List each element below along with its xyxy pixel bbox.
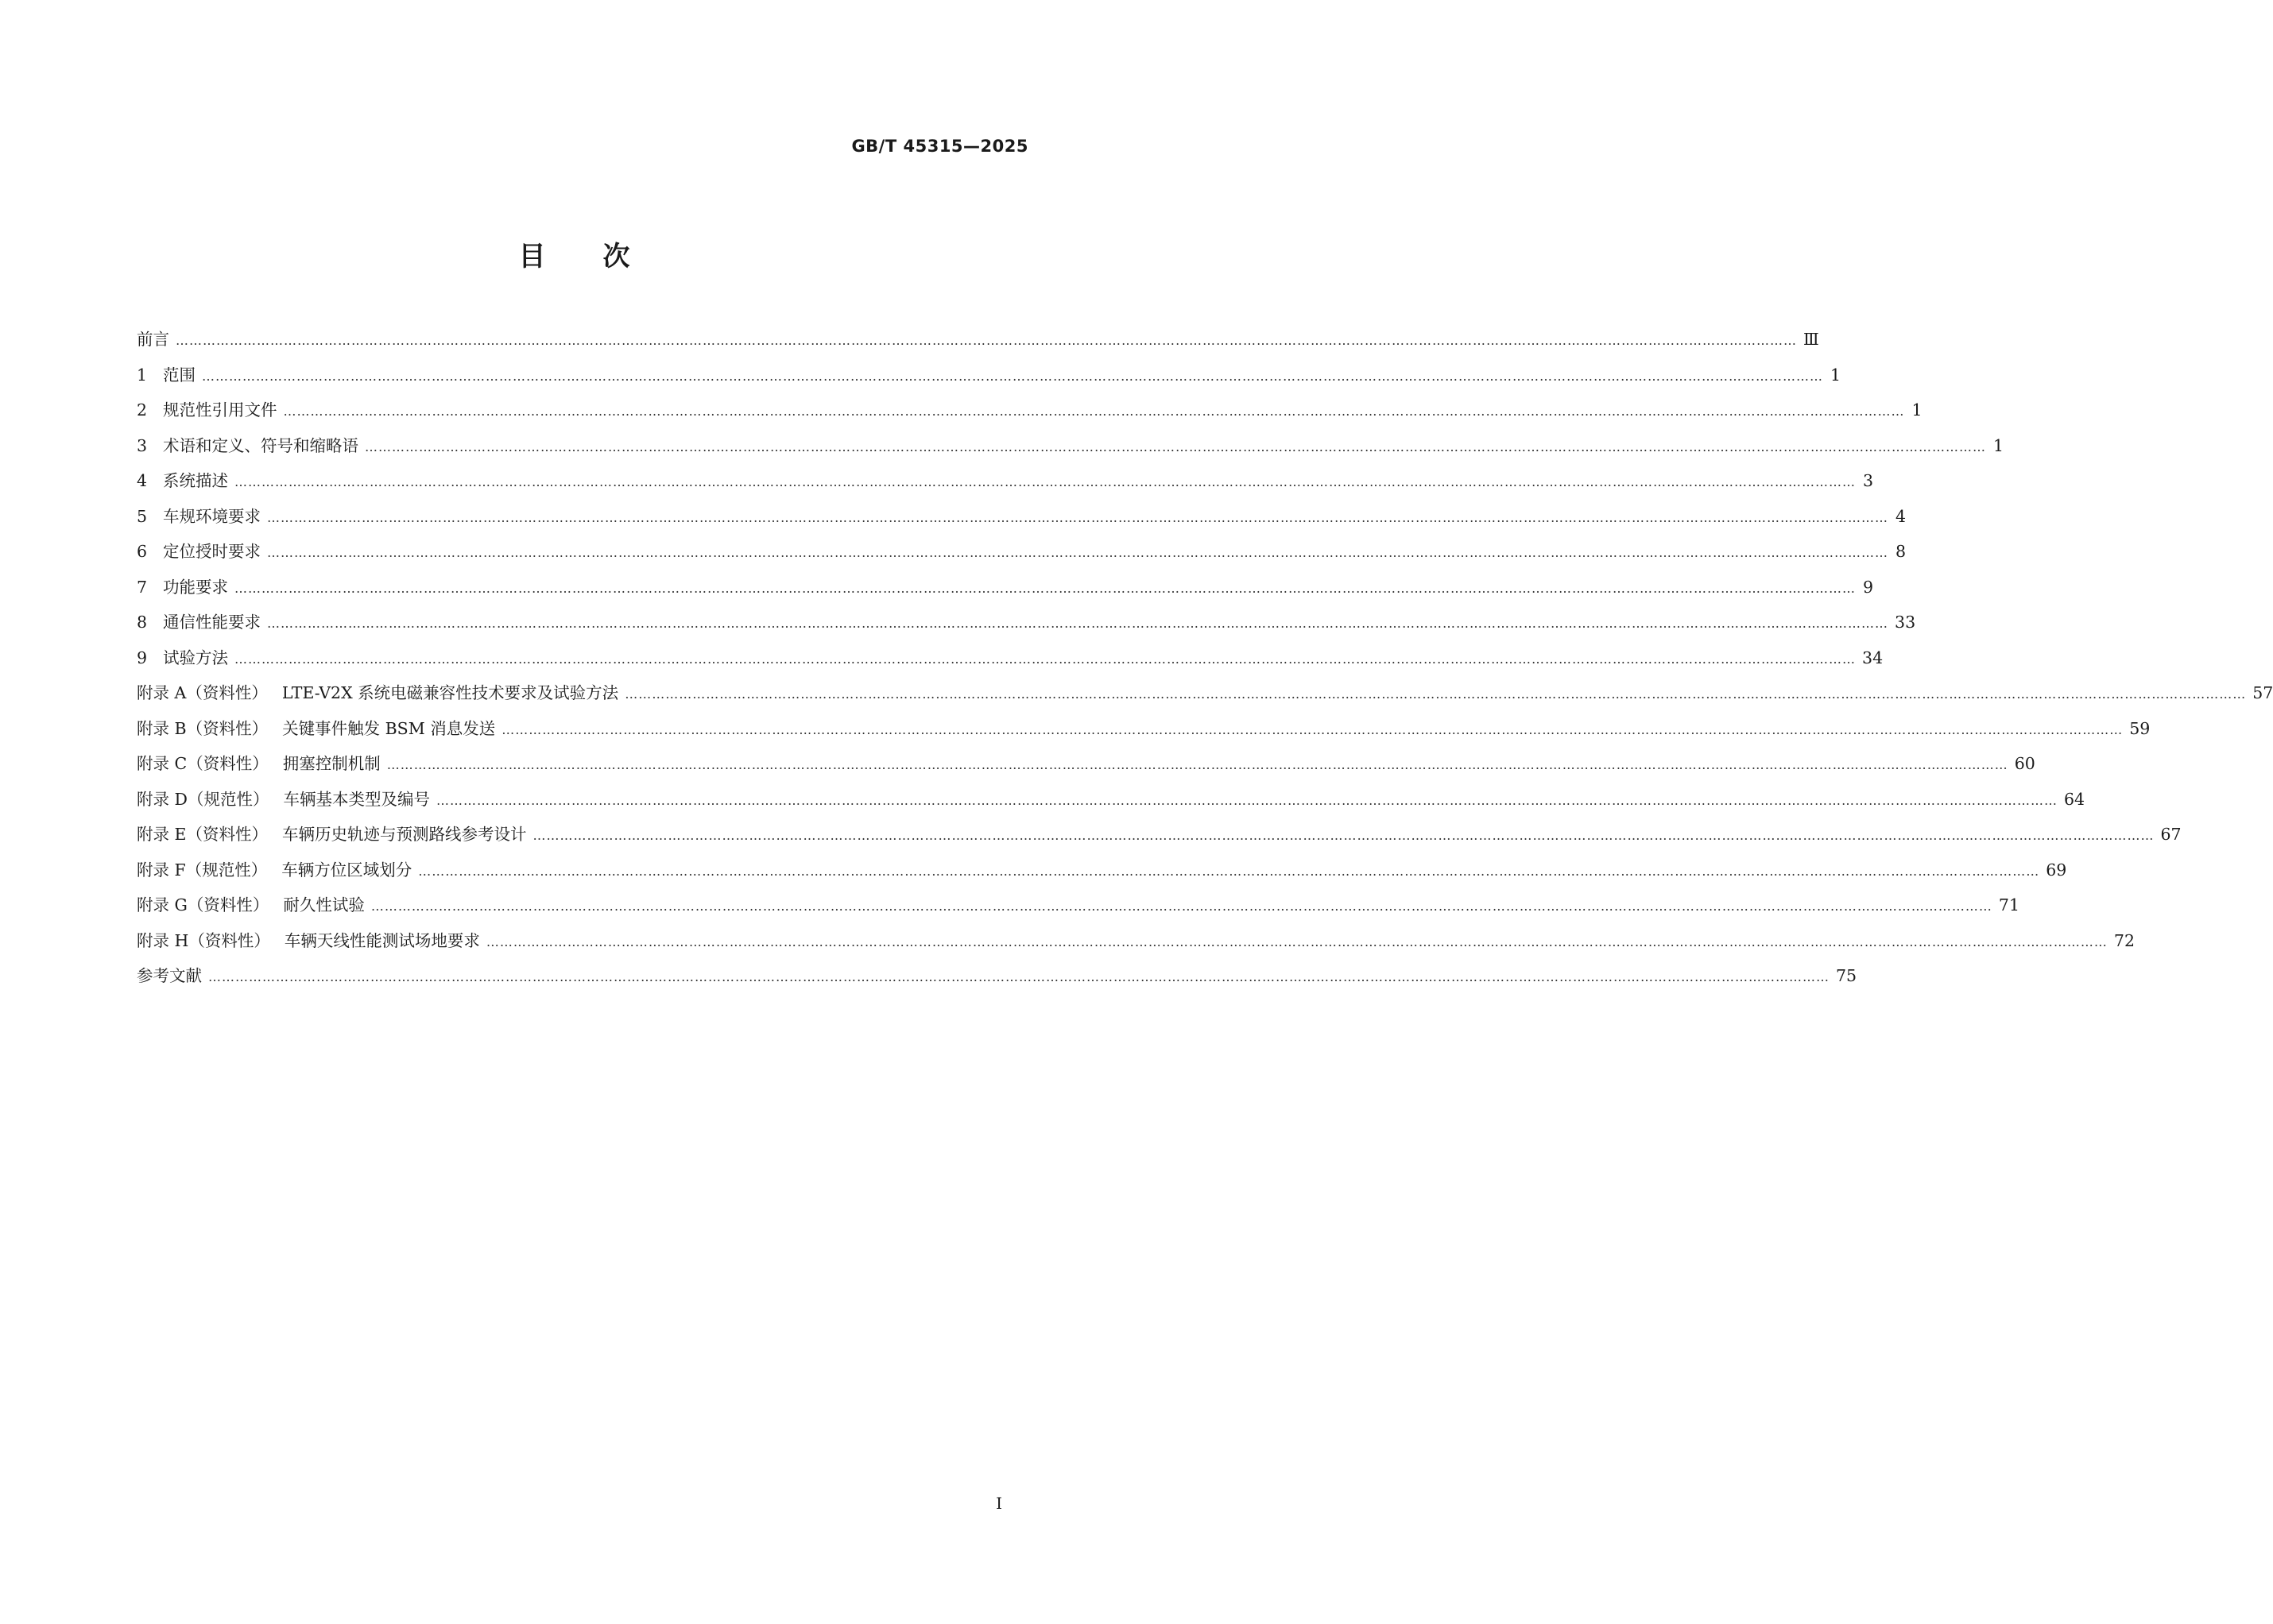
toc-leader-dots: ………………………………………………………………………………………………………………………………………………………………………………………………………………………………………………………………………………………………………………………………	[208, 969, 1830, 984]
standard-code: GB/T 45315—2025	[851, 137, 1028, 156]
toc-entry-page: 3	[1863, 471, 1874, 490]
toc-leader-dots: ………………………………………………………………………………………………………………………………………………………………………………………………………………………………………………………………………………………………………………………………	[436, 792, 2058, 808]
toc-entry-page: 4	[1895, 506, 1907, 526]
toc-entry-title: 附录 D（规范性）	[137, 789, 269, 809]
toc-entry[interactable]	[137, 396, 1923, 432]
toc-entry-title: 附录 B（资料性）	[137, 718, 269, 738]
toc-entry-label	[137, 750, 381, 774]
toc-leader-dots: ………………………………………………………………………………………………………………………………………………………………………………………………………………………………………………………………………………………………………………………………	[532, 828, 2155, 843]
toc-entry-title: 附录 E（资料性）	[137, 825, 268, 844]
toc-entry-subtitle: 车辆天线性能测试场地要求	[284, 930, 480, 950]
toc-entry-number: 7	[137, 577, 148, 597]
toc-entry[interactable]	[137, 467, 1874, 503]
toc-entry-page: 8	[1895, 542, 1907, 561]
toc-entry[interactable]	[137, 927, 2135, 963]
toc-entry-label	[137, 962, 202, 986]
toc-entry-title: 试验方法	[163, 648, 229, 667]
toc-entry-number: 3	[137, 435, 148, 455]
toc-list	[137, 326, 2273, 998]
toc-entry-label	[137, 396, 277, 420]
toc-entry-title: 附录 G（资料性）	[137, 895, 269, 914]
toc-entry-title: 系统描述	[163, 471, 229, 490]
toc-leader-dots: ………………………………………………………………………………………………………………………………………………………………………………………………………………………………………………………………………………………………………………………………	[418, 863, 2040, 879]
toc-entry[interactable]	[137, 786, 2085, 822]
toc-entry-title: 范围	[163, 365, 196, 385]
toc-entry-title: 车规环境要求	[163, 506, 261, 526]
toc-leader-dots: ………………………………………………………………………………………………………………………………………………………………………………………………………………………………………………………………………………………………………………………………	[625, 686, 2247, 702]
toc-entry-page: 72	[2113, 930, 2135, 950]
toc-entry[interactable]	[137, 362, 1841, 397]
toc-entry-page: 64	[2063, 789, 2085, 809]
toc-entry-page: 1	[1830, 365, 1841, 385]
toc-entry-subtitle: LTE-V2X 系统电磁兼容性技术要求及试验方法	[281, 683, 619, 702]
toc-leader-dots: ………………………………………………………………………………………………………………………………………………………………………………………………………………………………………………………………………………………………………………………………	[283, 404, 1905, 419]
toc-entry[interactable]	[137, 326, 1819, 362]
toc-entry-page: 34	[1862, 648, 1884, 667]
toc-entry-label	[137, 503, 261, 527]
toc-entry-label	[137, 432, 358, 456]
toc-entry-subtitle: 耐久性试验	[283, 895, 365, 914]
toc-entry-page: 33	[1895, 613, 1916, 632]
toc-entry-page: 1	[1911, 400, 1923, 420]
toc-leader-dots: ………………………………………………………………………………………………………………………………………………………………………………………………………………………………………………………………………………………………………………………………	[370, 899, 1992, 914]
toc-entry-label	[137, 856, 412, 880]
toc-leader-dots: ………………………………………………………………………………………………………………………………………………………………………………………………………………………………………………………………………………………………………………………………	[267, 545, 1889, 560]
toc-entry[interactable]	[137, 750, 2035, 786]
toc-entry-label	[137, 786, 430, 810]
toc-entry-page: 71	[1998, 895, 2019, 914]
toc-entry-page: 1	[1993, 435, 2004, 455]
toc-entry-label	[137, 679, 618, 703]
toc-entry-number: 8	[137, 613, 148, 632]
toc-leader-dots: ………………………………………………………………………………………………………………………………………………………………………………………………………………………………………………………………………………………………………………………………	[267, 616, 1889, 631]
toc-leader-dots: ………………………………………………………………………………………………………………………………………………………………………………………………………………………………………………………………………………………………………………………………	[486, 934, 2108, 949]
toc-entry-label	[137, 467, 228, 491]
toc-entry-title: 附录 H（资料性）	[137, 930, 270, 950]
toc-leader-dots: ………………………………………………………………………………………………………………………………………………………………………………………………………………………………………………………………………………………………………………………………	[365, 439, 1987, 454]
toc-entry-title: 参考文献	[137, 966, 202, 985]
toc-entry-title: 术语和定义、符号和缩略语	[163, 435, 359, 455]
toc-leader-dots: ………………………………………………………………………………………………………………………………………………………………………………………………………………………………………………………………………………………………………………………………	[202, 368, 1824, 384]
toc-entry-number: 4	[137, 471, 148, 490]
toc-entry-label	[137, 326, 169, 350]
toc-entry-label	[137, 715, 495, 739]
toc-entry-label	[137, 574, 228, 597]
toc-entry-title: 附录 F（规范性）	[137, 860, 268, 880]
toc-entry[interactable]	[137, 609, 1916, 644]
toc-entry-page: 75	[1836, 966, 1857, 985]
toc-entry-subtitle: 车辆方位区域划分	[281, 860, 412, 880]
toc-entry-label	[137, 891, 365, 915]
toc-entry[interactable]	[137, 432, 2004, 468]
toc-entry-number: 6	[137, 542, 148, 561]
toc-entry[interactable]	[137, 503, 1907, 539]
toc-entry-title: 规范性引用文件	[163, 400, 277, 420]
toc-entry-number: 1	[137, 365, 148, 385]
toc-entry-number: 5	[137, 506, 148, 526]
toc-leader-dots: ………………………………………………………………………………………………………………………………………………………………………………………………………………………………………………………………………………………………………………………………	[234, 580, 1857, 596]
toc-entry-subtitle: 关键事件触发 BSM 消息发送	[282, 718, 496, 738]
toc-leader-dots: ………………………………………………………………………………………………………………………………………………………………………………………………………………………………………………………………………………………………………………………………	[176, 333, 1797, 348]
toc-title: 目次	[518, 241, 687, 273]
toc-entry[interactable]	[137, 891, 2019, 927]
toc-entry[interactable]	[137, 715, 2151, 751]
toc-leader-dots: ………………………………………………………………………………………………………………………………………………………………………………………………………………………………………………………………………………………………………………………………	[501, 721, 2124, 737]
toc-entry-title: 附录 C（资料性）	[137, 754, 269, 773]
toc-entry-label	[137, 644, 228, 668]
toc-entry-page: 57	[2252, 683, 2273, 702]
toc-entry-title: 定位授时要求	[163, 542, 261, 561]
toc-leader-dots: ………………………………………………………………………………………………………………………………………………………………………………………………………………………………………………………………………………………………………………………………	[234, 474, 1857, 489]
toc-entry-page: 9	[1863, 577, 1874, 597]
toc-entry-title: 附录 A（资料性）	[137, 683, 268, 702]
toc-entry-number: 2	[137, 400, 148, 420]
toc-entry-subtitle: 拥塞控制机制	[282, 754, 381, 773]
toc-entry[interactable]	[137, 821, 2182, 856]
toc-entry-title: 通信性能要求	[163, 613, 261, 632]
toc-leader-dots: ………………………………………………………………………………………………………………………………………………………………………………………………………………………………………………………………………………………………………………………………	[234, 651, 1857, 667]
toc-entry-page: 60	[2014, 754, 2035, 773]
toc-entry[interactable]	[137, 538, 1907, 574]
toc-entry-number: 9	[137, 648, 148, 667]
toc-entry-label	[137, 609, 261, 632]
toc-entry-page: Ⅲ	[1803, 330, 1819, 349]
toc-leader-dots: ………………………………………………………………………………………………………………………………………………………………………………………………………………………………………………………………………………………………………………………………	[386, 757, 2008, 772]
toc-leader-dots: ………………………………………………………………………………………………………………………………………………………………………………………………………………………………………………………………………………………………………………………………	[267, 509, 1889, 525]
toc-entry-page: 67	[2160, 825, 2182, 844]
toc-entry-label	[137, 362, 196, 385]
toc-entry[interactable]	[137, 856, 2067, 892]
toc-entry-label	[137, 538, 261, 562]
toc-entry[interactable]	[137, 679, 2273, 715]
toc-entry-label	[137, 927, 480, 951]
toc-entry-title: 前言	[137, 330, 169, 349]
toc-entry-subtitle: 车辆历史轨迹与预测路线参考设计	[281, 825, 527, 844]
toc-entry-subtitle: 车辆基本类型及编号	[283, 789, 430, 809]
toc-entry-label	[137, 821, 526, 845]
toc-entry[interactable]	[137, 962, 1857, 998]
toc-entry-page: 59	[2129, 718, 2151, 738]
toc-entry-page: 69	[2046, 860, 2067, 880]
page-number: I	[996, 1494, 1002, 1513]
toc-entry[interactable]	[137, 574, 1874, 609]
toc-entry-title: 功能要求	[163, 577, 229, 597]
toc-entry[interactable]	[137, 644, 1884, 680]
